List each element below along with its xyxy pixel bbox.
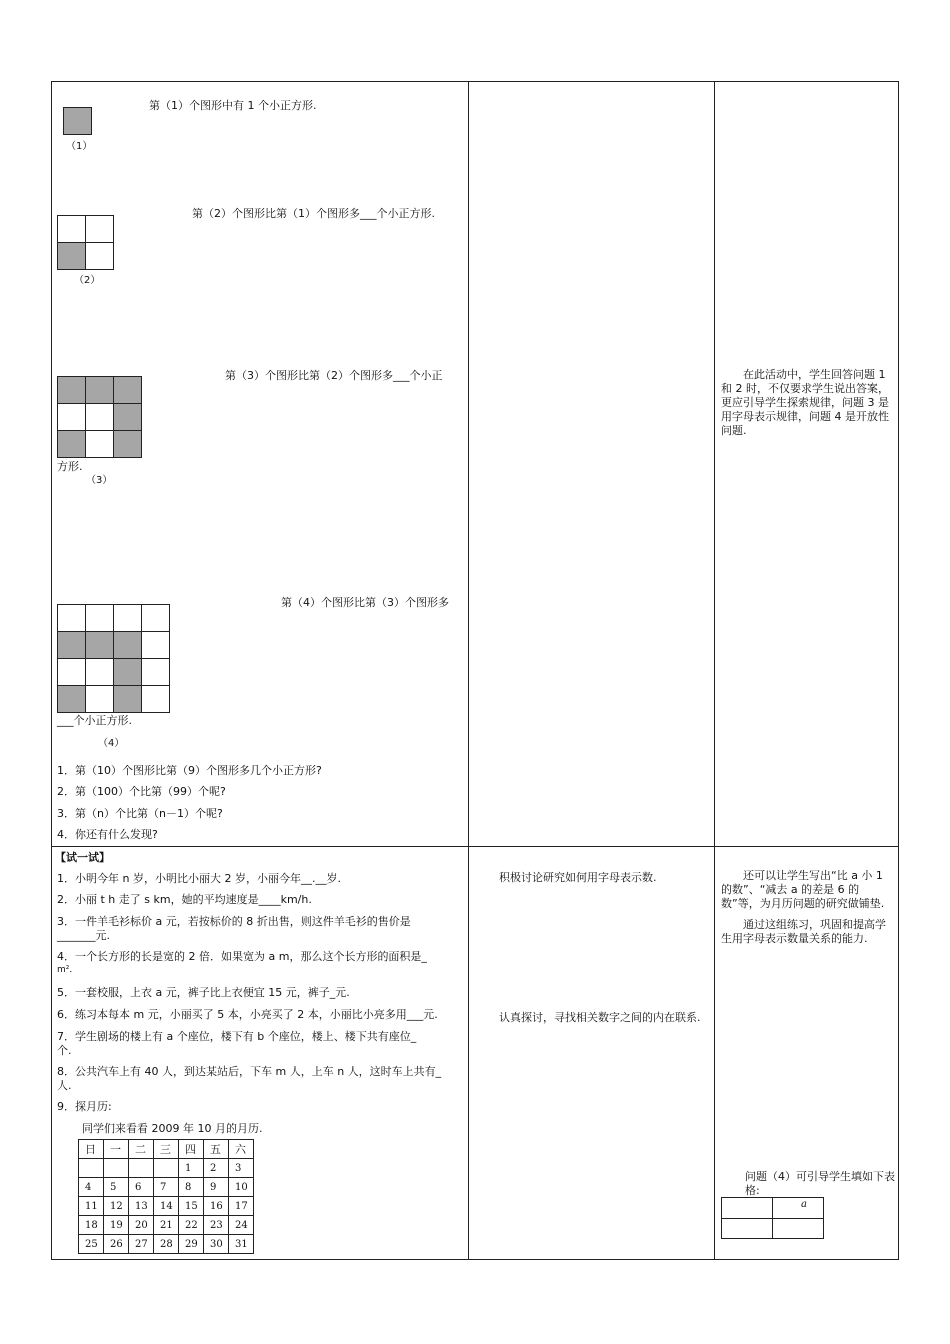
- exercise-2: 2．小丽 t h 走了 s km，她的平均速度是____km/h.: [57, 893, 312, 906]
- calendar-day-cell: 27: [129, 1235, 154, 1254]
- figure-3-text: 第（3）个图形比第（2）个图形多___个小正: [225, 369, 443, 382]
- calendar-day-cell: 9: [204, 1178, 229, 1197]
- calendar-week-row: [79, 1178, 254, 1197]
- weekday-header: 一: [104, 1140, 129, 1159]
- exercise-3: 3．一件羊毛衫标价 a 元，若按标价的 8 折出售，则这件羊毛衫的售价是: [57, 915, 411, 928]
- calendar-day-cell: 28: [154, 1235, 179, 1254]
- calendar-day-cell: 24: [229, 1216, 254, 1235]
- weekday-header: 日: [79, 1140, 104, 1159]
- mini-table-cell: [772, 1218, 824, 1239]
- calendar-day-cell: 11: [79, 1197, 104, 1216]
- calendar-day-cell: 12: [104, 1197, 129, 1216]
- grid-cell: [85, 631, 114, 659]
- calendar-day-cell: 20: [129, 1216, 154, 1235]
- exercise-7-continued: 个.: [57, 1044, 72, 1057]
- question-3: 3．第（n）个比第（n－1）个呢?: [57, 807, 223, 820]
- frame-bottom-border: [51, 1259, 899, 1260]
- grid-cell: [57, 658, 86, 686]
- teacher-note-middle-1: 还可以让学生写出“比 a 小 1 的数”、“减去 a 的差是 6 的数”等，为月历问题的研究做铺垫.: [721, 869, 885, 910]
- mini-table-cell: [721, 1218, 773, 1239]
- calendar-day-cell: 19: [104, 1216, 129, 1235]
- calendar-day-cell: 3: [229, 1159, 254, 1178]
- calendar-day-cell: 16: [204, 1197, 229, 1216]
- figure-1-square: [63, 107, 92, 135]
- figure-3-text-continued: 方形.: [57, 460, 83, 473]
- grid-cell: [85, 658, 114, 686]
- question-1: 1．第（10）个图形比第（9）个图形多几个小正方形?: [57, 764, 322, 777]
- calendar-day-cell: 29: [179, 1235, 204, 1254]
- grid-cell: [85, 685, 114, 713]
- figure-2-text: 第（2）个图形比第（1）个图形多___个小正方形.: [192, 207, 435, 220]
- calendar-day-cell: 5: [104, 1178, 129, 1197]
- mini-table-cell: [721, 1197, 773, 1219]
- exercise-8-continued: 人.: [57, 1079, 72, 1092]
- calendar-day-cell: 30: [204, 1235, 229, 1254]
- calendar-week-row: [79, 1216, 254, 1235]
- exercise-7: 7．学生剧场的楼上有 a 个座位，楼下有 b 个座位，楼上、楼下共有座位_: [57, 1030, 417, 1043]
- calendar-day-cell: 31: [229, 1235, 254, 1254]
- exercise-1: 1．小明今年 n 岁，小明比小丽大 2 岁，小丽今年__.__岁.: [57, 872, 341, 885]
- weekday-header: 三: [154, 1140, 179, 1159]
- grid-cell: [85, 376, 114, 404]
- calendar-day-cell: 22: [179, 1216, 204, 1235]
- weekday-header: 二: [129, 1140, 154, 1159]
- grid-cell: [57, 215, 86, 243]
- question-4: 4．你还有什么发现?: [57, 828, 158, 841]
- grid-cell: [57, 430, 86, 458]
- calendar-day-cell: [79, 1159, 104, 1178]
- calendar-day-cell: 13: [129, 1197, 154, 1216]
- grid-cell: [141, 658, 170, 686]
- grid-cell: [141, 685, 170, 713]
- calendar-day-cell: 6: [129, 1178, 154, 1197]
- mini-table-cell: [772, 1197, 824, 1219]
- calendar-day-cell: [154, 1159, 179, 1178]
- calendar-day-cell: 23: [204, 1216, 229, 1235]
- grid-cell: [113, 403, 142, 431]
- column-divider-2: [714, 81, 715, 1260]
- calendar-day-cell: 21: [154, 1216, 179, 1235]
- exercise-8: 8．公共汽车上有 40 人，到达某站后，下车 m 人，上车 n 人，这时车上共有_: [57, 1065, 442, 1078]
- figure-4-caption: （4）: [98, 738, 125, 749]
- exercise-4-unit: m²．: [57, 965, 79, 975]
- grid-cell: [113, 376, 142, 404]
- frame-top-border: [51, 81, 899, 82]
- calendar-week-row: [79, 1197, 254, 1216]
- teacher-note-bottom: 问题（4）可引导学生填如下表格:: [745, 1170, 895, 1197]
- weekday-header: 五: [204, 1140, 229, 1159]
- grid-cell: [141, 631, 170, 659]
- calendar-day-cell: 25: [79, 1235, 104, 1254]
- grid-cell: [141, 604, 170, 632]
- grid-cell: [57, 685, 86, 713]
- grid-cell: [85, 430, 114, 458]
- calendar-day-cell: 8: [179, 1178, 204, 1197]
- figure-4-text: 第（4）个图形比第（3）个图形多: [281, 596, 449, 609]
- grid-cell: [57, 403, 86, 431]
- column-divider-1: [468, 81, 469, 1260]
- figure-1-text: 第（1）个图形中有 1 个小正方形.: [149, 99, 317, 112]
- calendar-week-row: [79, 1159, 254, 1178]
- calendar-day-cell: 18: [79, 1216, 104, 1235]
- grid-cell: [113, 658, 142, 686]
- grid-cell: [57, 376, 86, 404]
- figure-1-caption: （1）: [66, 141, 93, 152]
- calendar-day-cell: 17: [229, 1197, 254, 1216]
- exercise-3-continued: _______元.: [57, 929, 110, 942]
- calendar-header-row: [79, 1140, 254, 1159]
- grid-cell: [57, 631, 86, 659]
- calendar-week-row: [79, 1235, 254, 1254]
- frame-right-border: [898, 81, 899, 1260]
- row-divider: [51, 846, 899, 847]
- calendar-table: [78, 1139, 254, 1254]
- grid-cell: [57, 242, 86, 270]
- calendar-day-cell: 1: [179, 1159, 204, 1178]
- student-activity-note-1: 积极讨论研究如何用字母表示数.: [499, 871, 657, 884]
- exercise-4: 4．一个长方形的长是宽的 2 倍．如果宽为 a m，那么这个长方形的面积是_: [57, 950, 427, 963]
- grid-cell: [85, 403, 114, 431]
- grid-cell: [85, 215, 114, 243]
- grid-cell: [57, 604, 86, 632]
- grid-cell: [85, 242, 114, 270]
- calendar-day-cell: 4: [79, 1178, 104, 1197]
- teacher-note-top: 在此活动中，学生回答问题 1 和 2 时，不仅要求学生说出答案，更应引导学生探索规律，问题 3 是用字母表示规律，问题 4 是开放性问题.: [721, 368, 889, 437]
- question-2: 2．第（100）个比第（99）个呢?: [57, 785, 226, 798]
- exercise-6: 6．练习本每本 m 元，小丽买了 5 本，小亮买了 2 本，小丽比小亮多用___元.: [57, 1008, 438, 1021]
- calendar-day-cell: 7: [154, 1178, 179, 1197]
- calendar-day-cell: 15: [179, 1197, 204, 1216]
- exercise-5: 5．一套校服，上衣 a 元，裤子比上衣便宜 15 元，裤子_元.: [57, 986, 350, 999]
- calendar-day-cell: [129, 1159, 154, 1178]
- grid-cell: [113, 685, 142, 713]
- grid-cell: [85, 604, 114, 632]
- try-it-heading: 【试一试】: [55, 851, 110, 864]
- calendar-intro: 同学们来看看 2009 年 10 月的月历.: [82, 1122, 263, 1135]
- calendar-day-cell: 14: [154, 1197, 179, 1216]
- grid-cell: [113, 604, 142, 632]
- mini-table-label: a: [801, 1199, 807, 1210]
- figure-4-text-continued: ___个小正方形.: [57, 714, 132, 727]
- exercise-9: 9．探月历:: [57, 1100, 112, 1113]
- calendar-day-cell: 10: [229, 1178, 254, 1197]
- calendar-day-cell: [104, 1159, 129, 1178]
- weekday-header: 四: [179, 1140, 204, 1159]
- calendar-day-cell: 2: [204, 1159, 229, 1178]
- frame-left-border: [51, 81, 52, 1260]
- figure-3-caption: （3）: [86, 475, 113, 486]
- teacher-note-middle-2: 通过这组练习，巩固和提高学生用字母表示数量关系的能力.: [721, 918, 886, 945]
- grid-cell: [113, 631, 142, 659]
- weekday-header: 六: [229, 1140, 254, 1159]
- student-activity-note-2: 认真探讨，寻找相关数字之间的内在联系.: [499, 1011, 701, 1024]
- figure-2-caption: （2）: [74, 275, 101, 286]
- grid-cell: [113, 430, 142, 458]
- calendar-day-cell: 26: [104, 1235, 129, 1254]
